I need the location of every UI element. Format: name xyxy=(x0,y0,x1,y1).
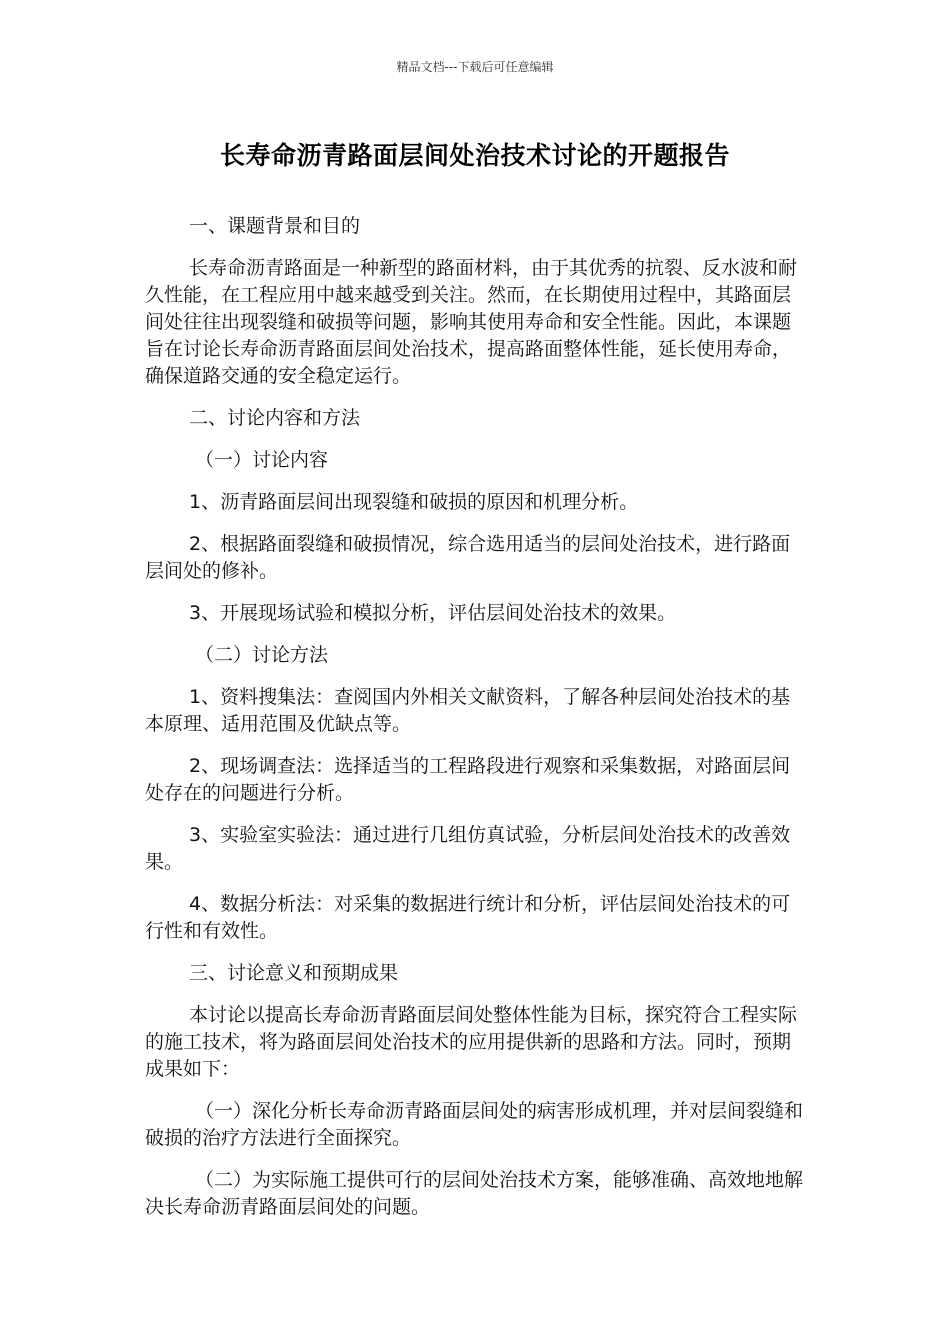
header-note: 精品文档---下载后可任意编辑 xyxy=(396,60,554,74)
document-body xyxy=(145,213,805,1221)
content-item: 1、沥青路面层间出现裂缝和破损的原因和机理分析。 xyxy=(189,491,639,513)
method-item: 2、现场调查法：选择适当的工程路段进行观察和采集数据，对路面层间处存在的问题进行分析。 xyxy=(145,755,791,804)
content-item: 3、开展现场试验和模拟分析，评估层间处治技术的效果。 xyxy=(189,602,677,624)
content-item: 2、根据路面裂缝和破损情况，综合选用适当的层间处治技术，进行路面层间处的修补。 xyxy=(145,533,791,582)
section1-paragraph: 长寿命沥青路面是一种新型的路面材料，由于其优秀的抗裂、反水波和耐久性能，在工程应用中越来越受到关注。然而，在长期使用过程中，其路面层间处往往出现裂缝和破损等问题，影响其使用寿命和安全性能。因此，本课题旨在讨论长寿命沥青路面层间处治技术，提高路面整体性能，延长使用寿命，确保道路交通的安全稳定运行。 xyxy=(145,257,798,387)
result-item: （二）为实际施工提供可行的层间处治技术方案，能够准确、高效地地解决长寿命沥青路面层间处的问题。 xyxy=(145,1169,804,1218)
content-subheading: （一）讨论内容 xyxy=(195,449,329,471)
method-item: 3、实验室实验法：通过进行几组仿真试验，分析层间处治技术的改善效果。 xyxy=(145,824,791,873)
section2-heading: 二、讨论内容和方法 xyxy=(189,407,361,429)
result-item: （一）深化分析长寿命沥青路面层间处的病害形成机理，并对层间裂缝和破损的治疗方法进行全面探究。 xyxy=(145,1100,804,1149)
method-subheading: （二）讨论方法 xyxy=(195,644,329,666)
section3-paragraph: 本讨论以提高长寿命沥青路面层间处整体性能为目标，探究符合工程实际的施工技术，将为路面层间处治技术的应用提供新的思路和方法。同时，预期成果如下： xyxy=(145,1004,798,1080)
document-title: 长寿命沥青路面层间处治技术讨论的开题报告 xyxy=(219,141,730,170)
method-item: 4、数据分析法：对采集的数据进行统计和分析，评估层间处治技术的可行性和有效性。 xyxy=(145,893,791,942)
section1-heading: 一、课题背景和目的 xyxy=(189,215,361,237)
method-item: 1、资料搜集法：查阅国内外相关文献资料，了解各种层间处治技术的基本原理、适用范围及优缺点等。 xyxy=(145,686,791,735)
section3-heading: 三、讨论意义和预期成果 xyxy=(189,962,399,984)
